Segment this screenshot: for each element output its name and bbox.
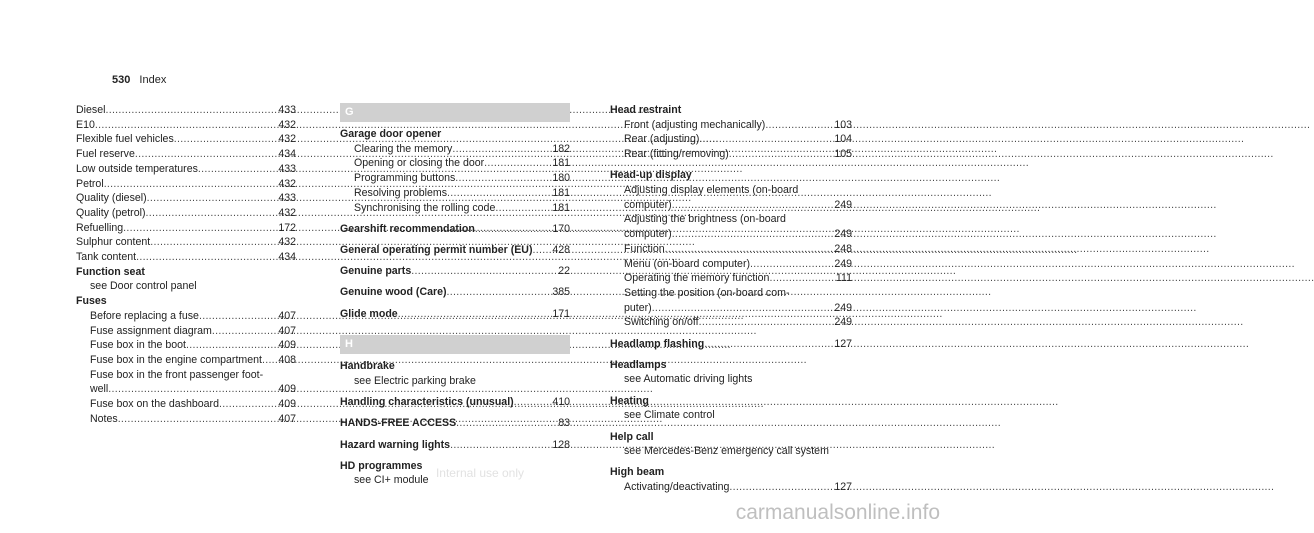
dot-leader xyxy=(123,221,275,236)
index-heading: High beam xyxy=(610,466,665,479)
page-ref: 249 xyxy=(834,316,852,329)
index-entry xyxy=(340,307,570,322)
page-ref: 249 xyxy=(834,228,852,241)
index-entry xyxy=(76,132,296,147)
dot-leader xyxy=(514,395,550,410)
index-subentry xyxy=(76,382,296,397)
entry-label: puter) xyxy=(624,301,652,314)
page-ref: 407 xyxy=(278,309,296,322)
dot-leader xyxy=(186,338,275,353)
dot-leader xyxy=(398,307,550,322)
index-entry xyxy=(76,206,296,221)
entry-label: Rear (adjusting) xyxy=(624,133,700,146)
dot-leader xyxy=(212,324,275,339)
cross-reference: see Automatic driving lights xyxy=(624,373,753,386)
page-ref: 249 xyxy=(834,301,852,314)
index-subentry-continued: Adjusting display elements (on-board xyxy=(624,184,799,197)
index-entry xyxy=(610,337,852,352)
entry-label: Low outside temperatures xyxy=(76,162,198,175)
index-entry xyxy=(340,416,570,431)
page-ref: 172 xyxy=(278,221,296,234)
entry-label: Function xyxy=(624,242,665,255)
index-heading: Garage door opener xyxy=(340,128,442,140)
dot-leader xyxy=(174,132,276,147)
entry-label: Flexible fuel vehicles xyxy=(76,133,174,146)
index-entry xyxy=(340,395,570,410)
cross-reference: see Climate control xyxy=(624,409,715,422)
index-subentry xyxy=(610,118,852,133)
index-subentry xyxy=(610,271,852,286)
index-entry xyxy=(340,243,570,258)
entry-label: Programming buttons xyxy=(354,172,456,185)
dot-leader xyxy=(456,416,555,431)
dot-leader xyxy=(672,227,832,242)
dot-leader xyxy=(475,222,550,237)
dot-leader xyxy=(447,186,549,201)
dot-leader xyxy=(484,156,549,171)
entry-label: Refuelling xyxy=(76,221,124,234)
page-ref: 103 xyxy=(834,118,852,131)
page-ref: 180 xyxy=(552,172,570,185)
dot-leader xyxy=(729,480,831,495)
entry-label: Petrol xyxy=(76,177,104,190)
index-heading: Heating xyxy=(610,394,649,407)
page-ref: 104 xyxy=(834,133,852,146)
entry-label: Hazard warning lights xyxy=(340,438,451,451)
dot-leader xyxy=(704,337,831,352)
site-watermark: carmanualsonline.info xyxy=(735,501,940,524)
entry-label: HANDS-FREE ACCESS xyxy=(340,417,457,430)
entry-label: Fuse box in the boot xyxy=(90,339,186,352)
page-ref: 409 xyxy=(278,398,296,411)
entry-label: Fuse box in the engine compartment xyxy=(90,353,262,366)
entry-label: Headlamp flashing xyxy=(610,337,705,350)
index-subentry-continued: Adjusting the brightness (on-board xyxy=(624,213,786,226)
entry-label: Front (adjusting mechanically) xyxy=(624,118,766,131)
page-ref: 249 xyxy=(834,198,852,211)
index-subentry xyxy=(610,132,852,147)
index-heading: Help call xyxy=(610,430,654,443)
entry-label: computer) xyxy=(624,198,672,211)
entry-label: Fuel reserve xyxy=(76,148,135,161)
index-subentry xyxy=(76,338,296,353)
dot-leader xyxy=(450,438,549,453)
index-subentry xyxy=(76,324,296,339)
page-ref: 432 xyxy=(278,177,296,190)
page-ref: 127 xyxy=(834,481,852,494)
entry-label: Rear (fitting/removing) xyxy=(624,148,729,161)
index-subentry xyxy=(76,412,296,427)
cross-reference: see Door control panel xyxy=(90,280,197,293)
entry-label: Handling characteristics (unusual) xyxy=(340,396,514,409)
index-entry xyxy=(340,438,570,453)
entry-label: computer) xyxy=(624,228,672,241)
index-subentry xyxy=(610,227,852,242)
page-ref: 433 xyxy=(278,162,296,175)
index-subentry xyxy=(610,198,852,213)
page-ref: 409 xyxy=(278,339,296,352)
entry-label: Genuine wood (Care) xyxy=(340,286,447,299)
index-heading: Headlamps xyxy=(610,358,667,371)
page-ref: 181 xyxy=(552,201,570,214)
entry-label: Menu (on-board computer) xyxy=(624,257,751,270)
index-heading: Function seat xyxy=(76,265,145,278)
page-ref: 22 xyxy=(558,265,570,278)
entry-label: Quality (petrol) xyxy=(76,206,146,219)
index-entry xyxy=(76,162,296,177)
entry-label: well xyxy=(90,383,109,396)
dot-leader xyxy=(118,412,276,427)
index-subentry xyxy=(76,309,296,324)
page-number: 530 xyxy=(112,74,131,86)
page-ref: 170 xyxy=(552,222,570,235)
page-ref: 181 xyxy=(552,157,570,170)
index-entry xyxy=(340,222,570,237)
dot-leader xyxy=(532,243,549,258)
entry-label: Glide mode xyxy=(340,307,398,320)
page-ref: 111 xyxy=(835,272,852,285)
dot-leader xyxy=(750,257,831,272)
entry-label: Before replacing a fuse xyxy=(90,309,199,322)
dot-leader xyxy=(136,250,275,265)
index-subentry xyxy=(76,353,296,368)
dot-leader xyxy=(452,142,549,157)
dot-leader xyxy=(145,206,275,221)
page-ref: 105 xyxy=(834,148,852,161)
index-heading: Head-up display xyxy=(610,169,692,182)
entry-label: Clearing the memory xyxy=(354,142,453,155)
index-heading: Handbrake xyxy=(340,360,395,373)
index-subentry xyxy=(610,315,852,330)
dot-leader xyxy=(108,382,275,397)
dot-leader xyxy=(455,171,549,186)
page-header xyxy=(112,74,166,86)
page-ref: 432 xyxy=(278,236,296,249)
index-entry xyxy=(76,147,296,162)
page-ref: 408 xyxy=(278,353,296,366)
section-letter-h: H xyxy=(340,335,570,354)
index-subentry xyxy=(610,480,852,495)
cross-reference: see CI+ module xyxy=(354,474,429,487)
dot-leader xyxy=(652,301,832,316)
index-entry xyxy=(76,118,296,133)
entry-label: E10 xyxy=(76,118,95,131)
cross-reference: see Mercedes-Benz emergency call system xyxy=(624,445,829,458)
index-subentry-continued: Setting the position (on-board com- xyxy=(624,286,790,299)
page-ref: 434 xyxy=(278,251,296,264)
page-ref: 182 xyxy=(552,142,570,155)
entry-label: Gearshift recommendation xyxy=(340,222,475,235)
page-ref: 410 xyxy=(552,396,570,409)
dot-leader xyxy=(199,309,275,324)
index-column-1 xyxy=(76,103,296,426)
index-entry xyxy=(76,103,296,118)
entry-label: Switching on/off xyxy=(624,316,699,329)
page-ref: 428 xyxy=(552,243,570,256)
index-column-2 xyxy=(340,103,570,488)
cross-reference: see Electric parking brake xyxy=(354,374,476,387)
index-entry xyxy=(340,264,570,279)
page-section-title: Index xyxy=(139,74,167,86)
entry-label: Fuse assignment diagram xyxy=(90,324,212,337)
entry-label: Notes xyxy=(90,412,118,425)
dot-leader xyxy=(699,315,832,330)
index-heading: HD programmes xyxy=(340,459,423,472)
entry-label: Opening or closing the door xyxy=(354,157,485,170)
index-subentry-continued: Fuse box in the front passenger foot- xyxy=(90,368,264,381)
index-subentry xyxy=(340,142,570,157)
page-ref: 128 xyxy=(552,438,570,451)
dot-leader xyxy=(447,285,550,300)
section-letter-g: G xyxy=(340,103,570,122)
entry-label: Tank content xyxy=(76,251,137,264)
page-ref: 433 xyxy=(278,104,296,116)
page-ref: 432 xyxy=(278,118,296,131)
index-subentry xyxy=(340,201,570,216)
index-entry xyxy=(76,221,296,236)
dot-leader xyxy=(411,264,555,279)
index-heading: Fuses xyxy=(76,295,107,308)
entry-label: Synchronising the rolling code xyxy=(354,201,496,214)
dot-leader xyxy=(147,191,276,206)
entry-label: Genuine parts xyxy=(340,265,412,278)
dot-leader xyxy=(495,201,549,216)
page-ref: 432 xyxy=(278,133,296,146)
entry-label: Sulphur content xyxy=(76,236,151,249)
page-ref: 432 xyxy=(278,206,296,219)
dot-leader xyxy=(262,353,275,368)
page-ref: 433 xyxy=(278,192,296,205)
index-entry xyxy=(76,191,296,206)
index-column-3 xyxy=(610,103,852,495)
index-subentry xyxy=(610,301,852,316)
page-ref: 407 xyxy=(278,324,296,337)
dot-leader xyxy=(135,147,275,162)
index-subentry xyxy=(76,397,296,412)
dot-leader xyxy=(150,235,275,250)
dot-leader xyxy=(699,132,831,147)
page-ref: 248 xyxy=(834,242,852,255)
page-ref: 181 xyxy=(552,186,570,199)
page-ref: 83 xyxy=(558,417,570,430)
entry-label: General operating permit number (EU) xyxy=(340,243,533,256)
index-subentry xyxy=(340,156,570,171)
entry-label: Activating/deactivating xyxy=(624,481,730,494)
page-ref: 409 xyxy=(278,383,296,396)
dot-leader xyxy=(104,177,276,192)
dot-leader xyxy=(105,103,275,118)
entry-label: Quality (diesel) xyxy=(76,192,147,205)
entry-label: Operating the memory function xyxy=(624,272,770,285)
index-entry xyxy=(76,177,296,192)
page-ref: 434 xyxy=(278,148,296,161)
entry-label: Diesel xyxy=(76,104,106,116)
entry-label: Resolving problems xyxy=(354,186,448,199)
dot-leader xyxy=(729,147,832,162)
index-heading: Head restraint xyxy=(610,104,682,116)
page-ref: 407 xyxy=(278,412,296,425)
index-subentry xyxy=(610,257,852,272)
entry-label: Fuse box on the dashboard xyxy=(90,398,219,411)
index-entry xyxy=(340,285,570,300)
index-entry xyxy=(76,235,296,250)
page-ref: 249 xyxy=(834,257,852,270)
index-entry xyxy=(76,250,296,265)
dot-leader xyxy=(219,397,275,412)
page-ref: 127 xyxy=(834,337,852,350)
index-subentry xyxy=(610,147,852,162)
index-subentry xyxy=(340,171,570,186)
page-ref: 171 xyxy=(552,307,570,320)
dot-leader xyxy=(672,198,832,213)
dot-leader xyxy=(95,118,275,133)
dot-leader xyxy=(769,271,832,286)
index-subentry xyxy=(340,186,570,201)
dot-leader xyxy=(765,118,831,133)
index-subentry xyxy=(610,242,852,257)
dot-leader xyxy=(665,242,832,257)
internal-use-footer: Internal use only xyxy=(435,466,525,480)
page-ref: 385 xyxy=(552,286,570,299)
dot-leader xyxy=(198,162,275,177)
